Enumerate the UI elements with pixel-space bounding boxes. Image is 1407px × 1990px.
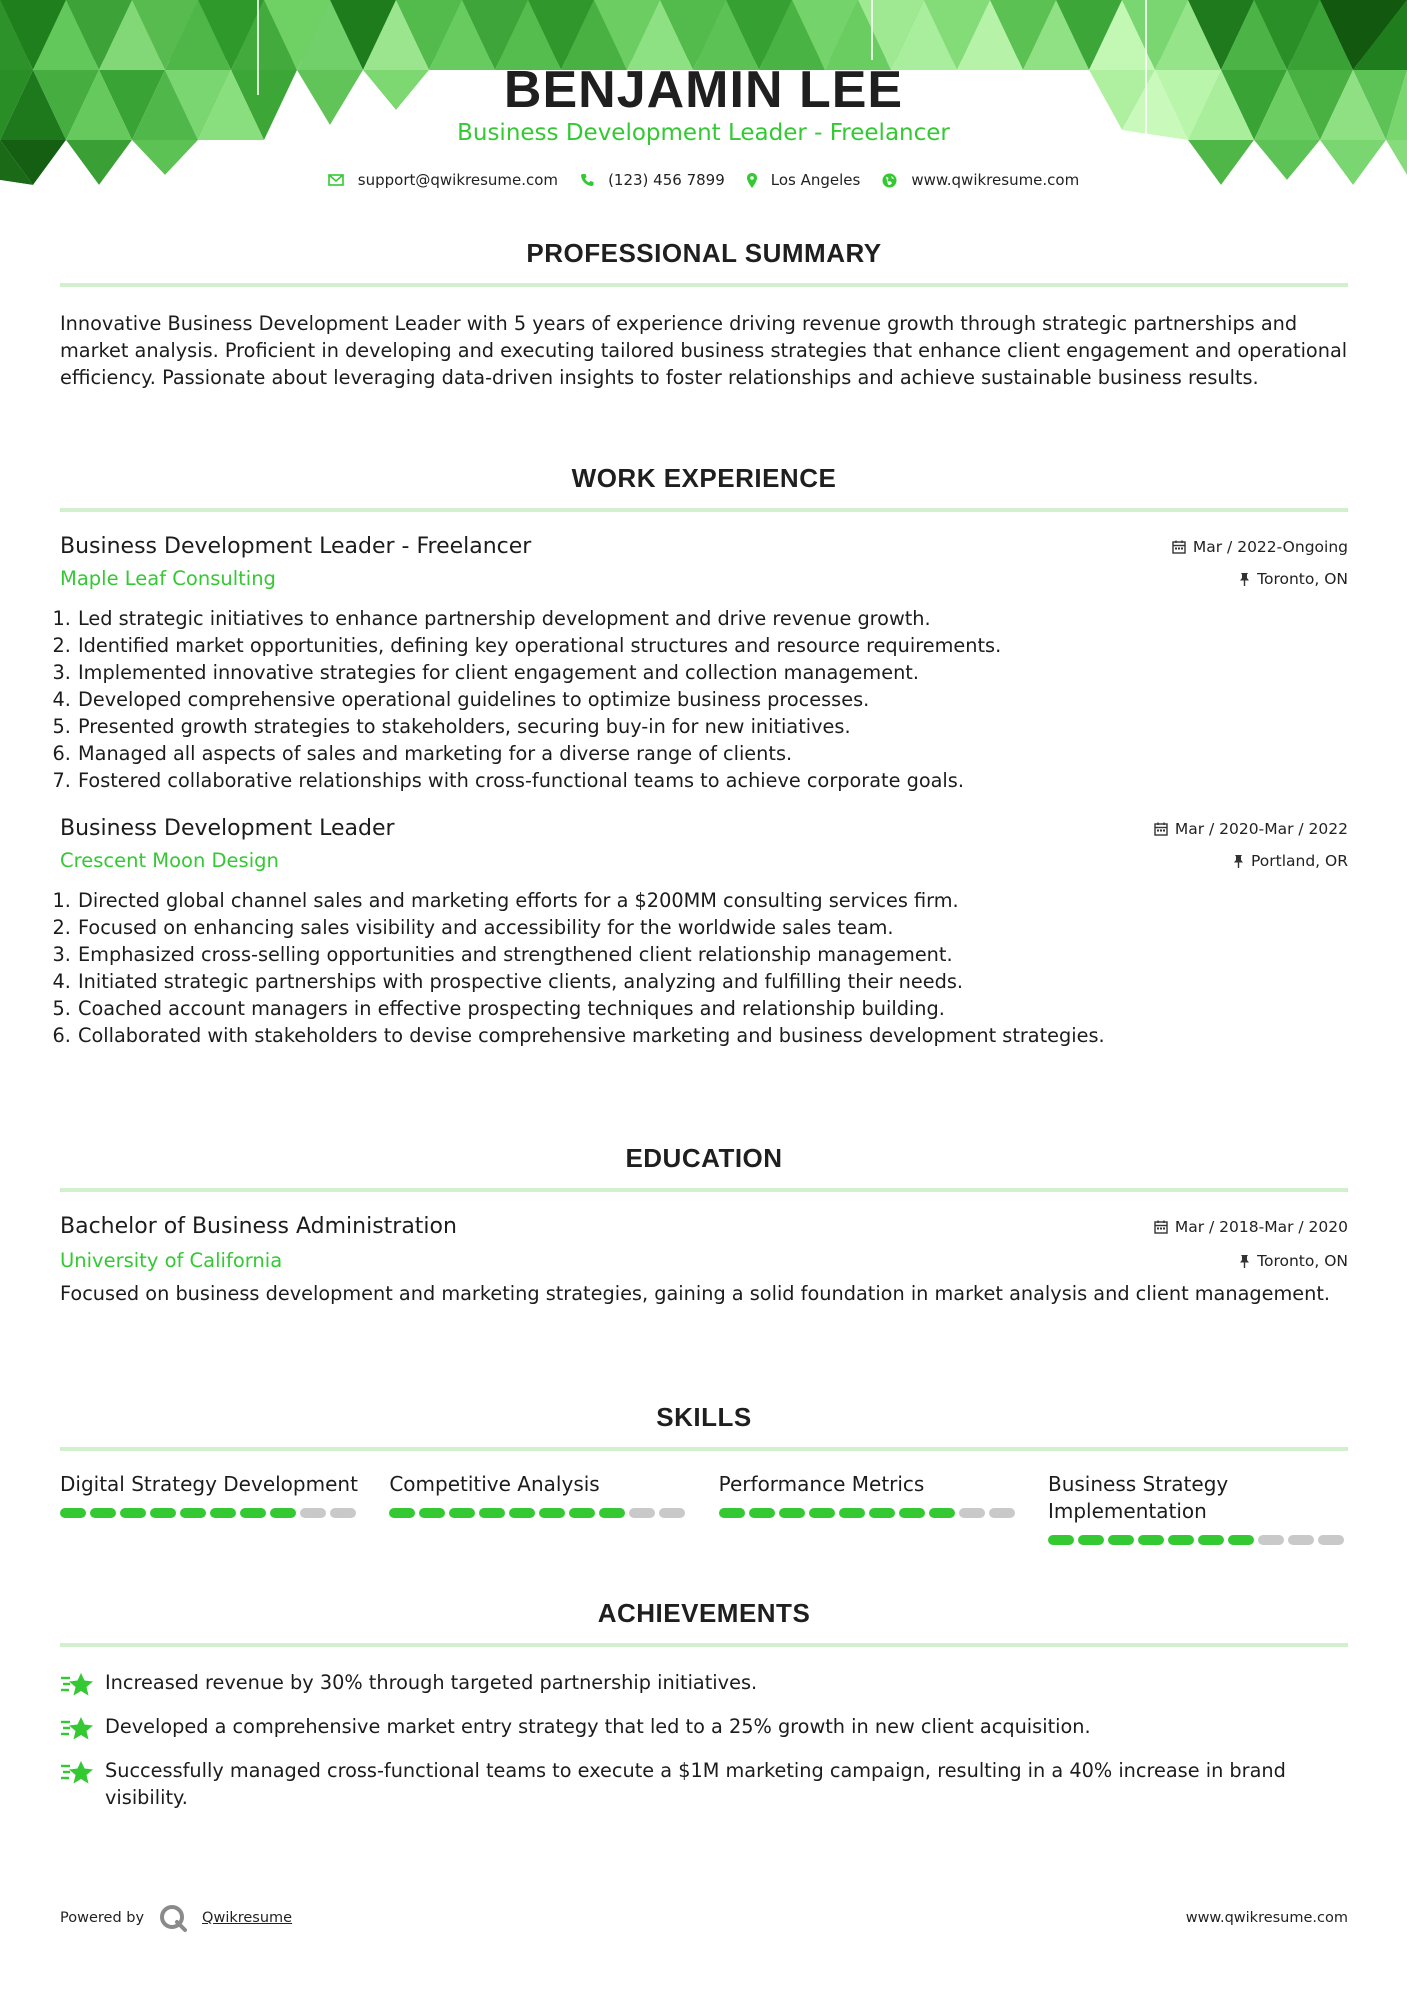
- list-item: 1. Directed global channel sales and marketing efforts for a $200MM consulting services firm.: [77, 887, 1348, 914]
- contact-email[interactable]: [328, 171, 558, 189]
- summary-heading: PROFESSIONAL SUMMARY: [60, 238, 1348, 287]
- list-item: 4. Developed comprehensive operational guidelines to optimize business processes.: [77, 686, 1348, 713]
- skill-segment-filled: [389, 1508, 415, 1518]
- list-item: 1. Led strategic initiatives to enhance partnership development and drive revenue growth.: [77, 605, 1348, 632]
- phone-text: (123) 456 7899: [608, 171, 725, 189]
- achievements-list: [60, 1669, 1348, 1811]
- candidate-name: BENJAMIN LEE: [503, 61, 904, 119]
- contact-phone[interactable]: [580, 171, 725, 189]
- skill-segment-filled: [599, 1508, 625, 1518]
- job-entry: [60, 816, 1348, 1049]
- list-item: 2. Identified market opportunities, defining key operational structures and resource requirements.: [77, 632, 1348, 659]
- skill-segment-filled: [210, 1508, 236, 1518]
- list-item: [60, 1713, 1348, 1741]
- contact-location: [747, 171, 861, 189]
- education-location: [1239, 1252, 1348, 1270]
- skill-segment-filled: [150, 1508, 176, 1518]
- skill-level-bar: [389, 1508, 718, 1518]
- pushpin-icon: [1233, 854, 1244, 868]
- brand-link[interactable]: Qwikresume: [202, 1910, 293, 1926]
- skill-segment-filled: [539, 1508, 565, 1518]
- job-dates: [1172, 538, 1348, 556]
- skill-segment-filled: [779, 1508, 805, 1518]
- skill-segment-filled: [899, 1508, 925, 1518]
- pushpin-icon: [1239, 1254, 1250, 1268]
- list-item: [60, 1757, 1348, 1811]
- star-achievement-icon: [60, 1759, 95, 1785]
- education-heading: EDUCATION: [60, 1143, 1348, 1192]
- skill-level-bar: [719, 1508, 1048, 1518]
- skill-name: Business Strategy Implementation: [1047, 1472, 1229, 1523]
- job-bullets: [60, 887, 1348, 1049]
- list-item: [60, 1669, 1348, 1697]
- achievement-text: Developed a comprehensive market entry strategy that led to a 25% growth in new client acquisition.: [105, 1715, 1091, 1738]
- website-text: www.qwikresume.com: [911, 171, 1080, 189]
- skill-segment-filled: [1138, 1535, 1164, 1545]
- skill-level-bar: [1048, 1535, 1348, 1545]
- summary-section: [60, 238, 1348, 391]
- contact-website[interactable]: [882, 171, 1079, 189]
- list-item: 6. Collaborated with stakeholders to devise comprehensive marketing and business development strategies.: [77, 1022, 1348, 1049]
- skill-segment-empty: [1258, 1535, 1284, 1545]
- job-location-text: Toronto, ON: [1257, 569, 1348, 588]
- job-dates: [1154, 820, 1348, 838]
- education-section: [60, 1143, 1348, 1307]
- company-name: Maple Leaf Consulting: [60, 567, 276, 590]
- skill-level-bar: [60, 1508, 389, 1518]
- skill-segment-filled: [839, 1508, 865, 1518]
- skill-segment-filled: [270, 1508, 296, 1518]
- skill-segment-filled: [869, 1508, 895, 1518]
- skill-segment-filled: [449, 1508, 475, 1518]
- location-text: Los Angeles: [770, 171, 861, 189]
- skill-segment-filled: [1198, 1535, 1224, 1545]
- job-title: Business Development Leader: [60, 816, 395, 841]
- experience-section: [60, 463, 1348, 1049]
- skills-heading: SKILLS: [60, 1402, 1348, 1451]
- education-dates-text: Mar / 2018-Mar / 2020: [1174, 1217, 1348, 1236]
- list-item: 5. Coached account managers in effective prospecting techniques and relationship building.: [77, 995, 1348, 1022]
- achievement-text: Increased revenue by 30% through targeted partnership initiatives.: [105, 1671, 758, 1694]
- contact-bar: [0, 171, 1407, 189]
- powered-by-label: Powered by: [60, 1910, 145, 1926]
- job-location: [1239, 570, 1348, 588]
- skill-segment-filled: [240, 1508, 266, 1518]
- achievements-heading: ACHIEVEMENTS: [60, 1598, 1348, 1647]
- email-text: support@qwikresume.com: [357, 171, 559, 189]
- skill-item: [389, 1471, 718, 1545]
- star-achievement-icon: [60, 1671, 95, 1697]
- footer-website[interactable]: www.qwikresume.com: [1185, 1910, 1348, 1926]
- globe-icon: [882, 173, 897, 188]
- pushpin-icon: [1239, 572, 1250, 586]
- skill-segment-filled: [419, 1508, 445, 1518]
- job-dates-text: Mar / 2022-Ongoing: [1192, 537, 1348, 556]
- skill-segment-empty: [1318, 1535, 1344, 1545]
- envelope-icon: [328, 174, 344, 186]
- summary-text: Innovative Business Development Leader with 5 years of experience driving revenue growth through strategic partnerships and market analysis. Proficient in developing and executing tailored business strategies that enhance client engagement and operational efficiency. Passionate about leveraging data-driven insights to foster relationships and achieve sustainable business results.: [60, 312, 1348, 389]
- experience-heading: WORK EXPERIENCE: [60, 463, 1348, 512]
- skill-segment-filled: [60, 1508, 86, 1518]
- calendar-icon: [1172, 540, 1186, 554]
- school-name: University of California: [60, 1249, 283, 1272]
- skill-segment-filled: [809, 1508, 835, 1518]
- skill-segment-filled: [1048, 1535, 1074, 1545]
- resume-header: [0, 58, 1407, 148]
- list-item: 6. Managed all aspects of sales and marketing for a diverse range of clients.: [77, 740, 1348, 767]
- education-location-text: Toronto, ON: [1257, 1251, 1348, 1270]
- list-item: 5. Presented growth strategies to stakeholders, securing buy-in for new initiatives.: [77, 713, 1348, 740]
- list-item: 3. Implemented innovative strategies for client engagement and collection management.: [77, 659, 1348, 686]
- calendar-icon: [1154, 822, 1168, 836]
- skill-segment-empty: [300, 1508, 326, 1518]
- degree-title: Bachelor of Business Administration: [60, 1214, 457, 1239]
- list-item: 3. Emphasized cross-selling opportunities and strengthened client relationship management.: [77, 941, 1348, 968]
- skills-list: [60, 1471, 1348, 1545]
- skill-segment-empty: [629, 1508, 655, 1518]
- powered-by: [60, 1903, 292, 1933]
- skill-segment-filled: [1168, 1535, 1194, 1545]
- skill-segment-filled: [90, 1508, 116, 1518]
- skill-item: [1048, 1471, 1348, 1545]
- job-location: [1233, 852, 1348, 870]
- skill-segment-filled: [569, 1508, 595, 1518]
- skill-item: [719, 1471, 1048, 1545]
- skill-segment-filled: [929, 1508, 955, 1518]
- job-dates-text: Mar / 2020-Mar / 2022: [1174, 819, 1348, 838]
- job-title: Business Development Leader - Freelancer: [60, 534, 532, 559]
- achievement-text: Successfully managed cross-functional teams to execute a $1M marketing campaign, resulting in a 40% increase in brand visibility.: [105, 1759, 1286, 1809]
- achievements-section: [60, 1598, 1348, 1827]
- skill-item: [60, 1471, 389, 1545]
- skill-segment-filled: [180, 1508, 206, 1518]
- skill-segment-filled: [749, 1508, 775, 1518]
- qwikresume-logo-icon: [158, 1903, 188, 1933]
- list-item: 7. Fostered collaborative relationships with cross-functional teams to achieve corporate goals.: [77, 767, 1348, 794]
- education-description: Focused on business development and marketing strategies, gaining a solid foundation in market analysis and client management.: [60, 1282, 1331, 1305]
- candidate-title: Business Development Leader - Freelancer: [457, 120, 950, 146]
- phone-icon: [580, 173, 594, 187]
- skill-segment-filled: [1228, 1535, 1254, 1545]
- skill-segment-filled: [509, 1508, 535, 1518]
- skill-name: Digital Strategy Development: [60, 1472, 358, 1496]
- list-item: 4. Initiated strategic partnerships with prospective clients, analyzing and fulfilling their needs.: [77, 968, 1348, 995]
- job-location-text: Portland, OR: [1250, 851, 1348, 870]
- skill-segment-filled: [1078, 1535, 1104, 1545]
- company-name: Crescent Moon Design: [60, 849, 279, 872]
- education-dates: [1154, 1218, 1348, 1236]
- skill-segment-empty: [959, 1508, 985, 1518]
- skill-name: Performance Metrics: [718, 1472, 925, 1496]
- job-entry: [60, 534, 1348, 794]
- skill-segment-filled: [1108, 1535, 1134, 1545]
- skill-segment-empty: [1288, 1535, 1314, 1545]
- job-bullets: [60, 605, 1348, 794]
- skill-segment-filled: [120, 1508, 146, 1518]
- skill-segment-empty: [989, 1508, 1015, 1518]
- skill-name: Competitive Analysis: [389, 1472, 600, 1496]
- skill-segment-filled: [719, 1508, 745, 1518]
- skill-segment-empty: [659, 1508, 685, 1518]
- skill-segment-filled: [479, 1508, 505, 1518]
- footer: [60, 1903, 1348, 1933]
- skill-segment-empty: [330, 1508, 356, 1518]
- map-pin-icon: [747, 173, 757, 188]
- star-achievement-icon: [60, 1715, 95, 1741]
- list-item: 2. Focused on enhancing sales visibility and accessibility for the worldwide sales team.: [77, 914, 1348, 941]
- skills-section: [60, 1402, 1348, 1545]
- calendar-icon: [1154, 1220, 1168, 1234]
